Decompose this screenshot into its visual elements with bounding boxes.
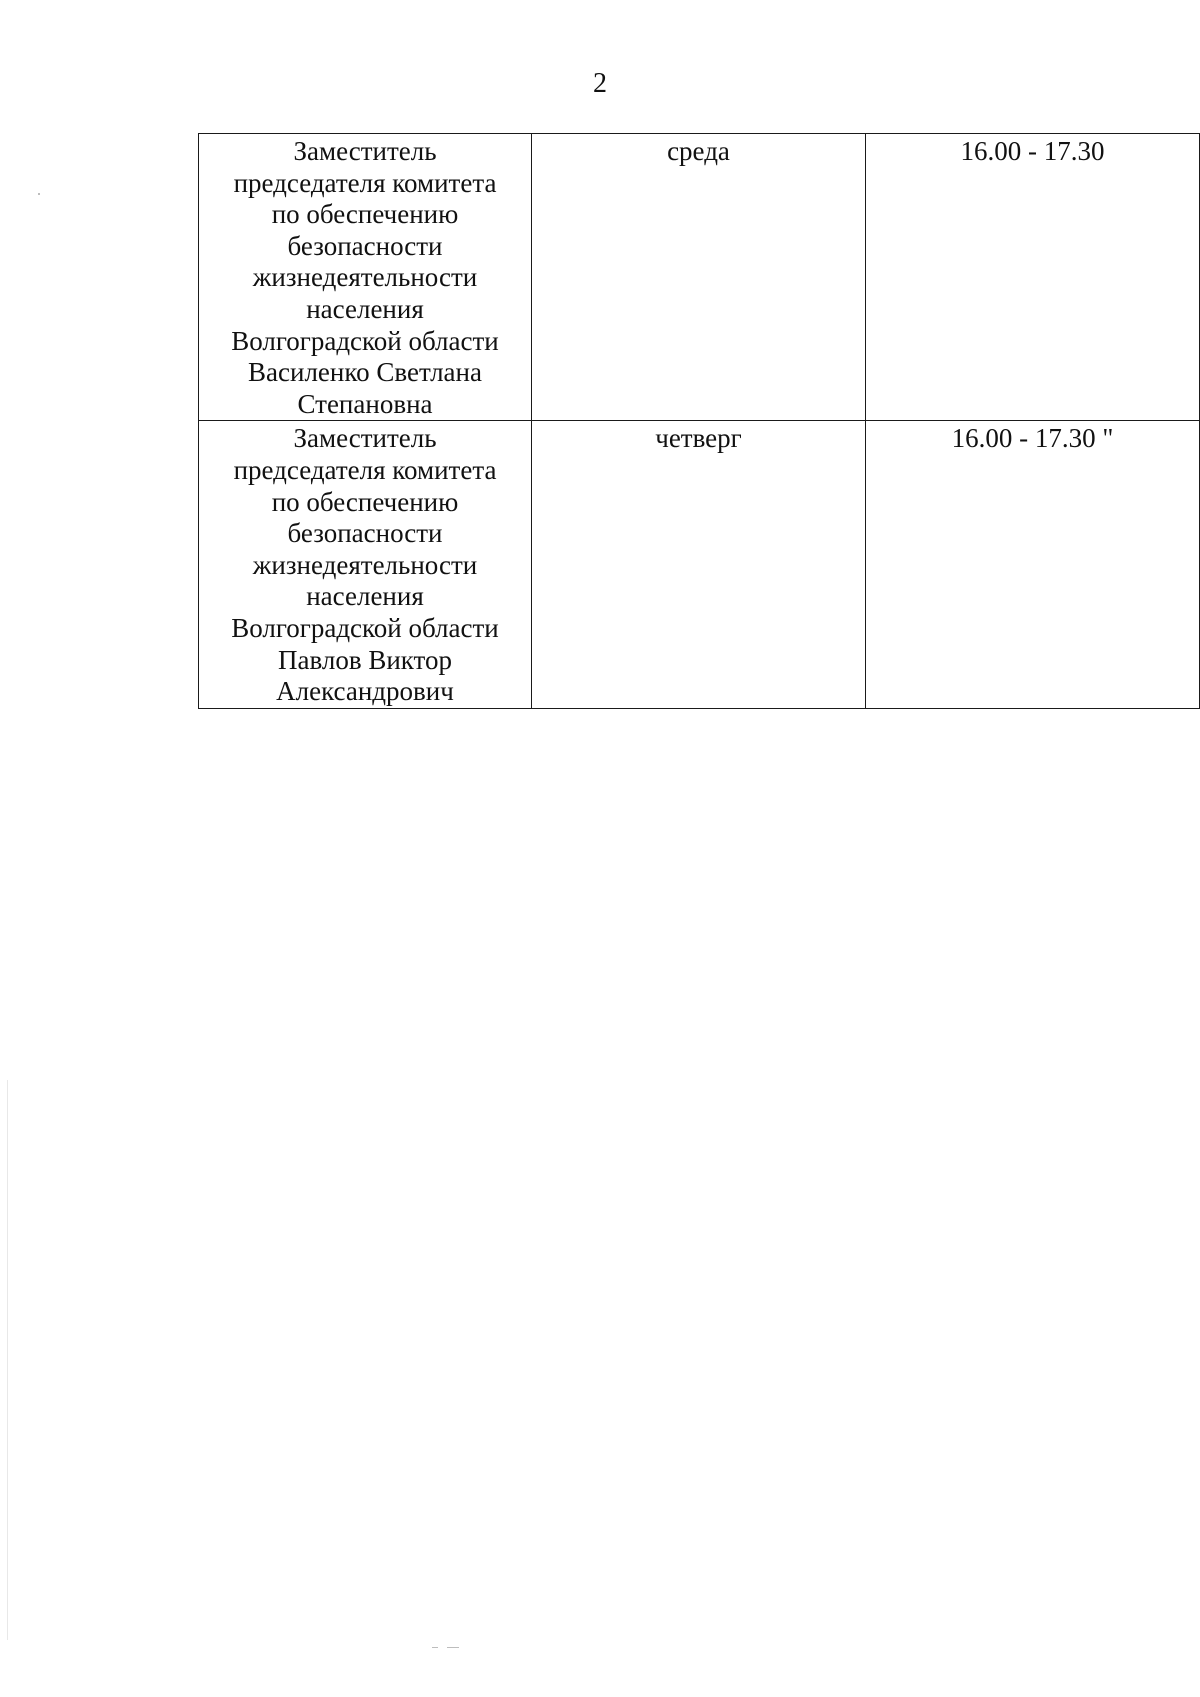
official-title-line: председателя комитета	[233, 454, 497, 485]
official-name-line: Александрович	[276, 676, 454, 707]
reception-day-cell: четверг	[532, 421, 866, 708]
official-cell	[199, 421, 532, 708]
official-title-line: безопасности	[287, 230, 443, 261]
official-title-line: Заместитель	[293, 423, 437, 454]
page-number: 2	[593, 68, 607, 99]
official-name-line: Степановна	[297, 388, 433, 419]
official-title-line: жизнедеятельности	[252, 549, 478, 580]
official-cell	[199, 134, 532, 421]
official-name-line: Павлов Виктор	[277, 644, 452, 675]
official-title-line: безопасности	[287, 518, 443, 549]
reception-day-cell: среда	[532, 134, 866, 421]
official-title-line: населения	[306, 581, 424, 612]
reception-time-cell: 16.00 - 17.30 "	[866, 421, 1200, 708]
table-row	[199, 421, 1200, 708]
scan-artifact	[7, 1080, 8, 1640]
table-row	[199, 134, 1200, 421]
official-title-line: по обеспечению	[271, 199, 459, 230]
official-title-line: жизнедеятельности	[252, 262, 478, 293]
official-title-line: по обеспечению	[271, 486, 459, 517]
reception-schedule-table	[198, 133, 1200, 709]
official-title-line: Заместитель	[293, 136, 437, 166]
scan-artifact	[432, 1647, 438, 1648]
reception-time-cell: 16.00 - 17.30	[866, 134, 1200, 421]
scan-artifact	[38, 193, 40, 195]
scan-artifact	[447, 1647, 459, 1648]
official-name-line: Василенко Светлана	[248, 357, 482, 388]
official-title-line: председателя комитета	[233, 167, 497, 198]
official-title-line: населения	[306, 293, 424, 324]
official-title-line: Волгоградской области	[231, 612, 499, 643]
official-title-line: Волгоградской области	[231, 325, 499, 356]
